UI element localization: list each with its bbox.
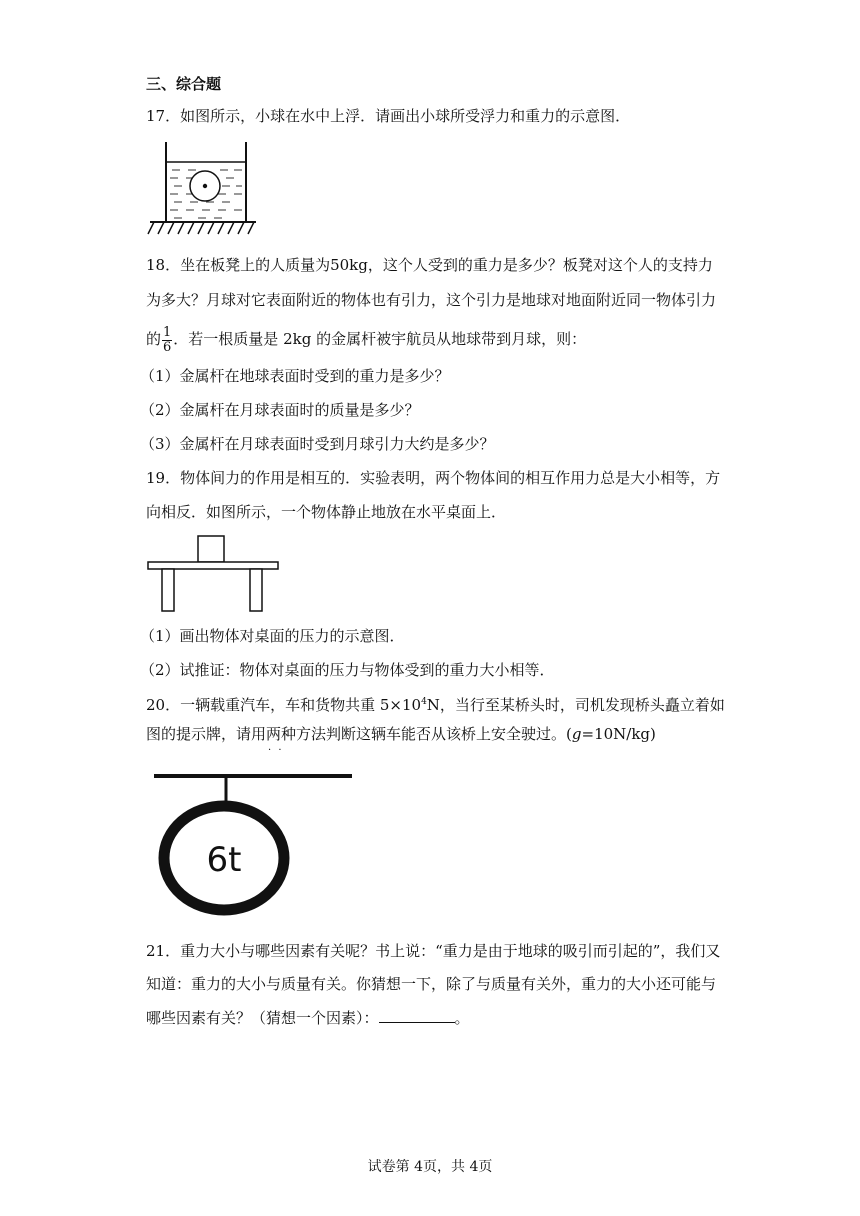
question-19-line-1: 19．物体间力的作用是相互的．实验表明，两个物体间的相互作用力总是大小相等，方 bbox=[146, 469, 721, 487]
q20-line2-c: =10N/kg) bbox=[581, 725, 656, 743]
q20-line1-b: N，当行至某桥头时，司机发现桥头矗立着如 bbox=[426, 696, 725, 714]
question-21-line-3 bbox=[146, 1008, 470, 1028]
q18-line3-suffix: ．若一根质量是 2kg 的金属杆被宇航员从地球带到月球，则： bbox=[173, 330, 587, 348]
q20-emphasis-two-methods: 两种 · · bbox=[266, 725, 296, 743]
figure-bridge-sign bbox=[150, 770, 356, 916]
question-20-line-1 bbox=[146, 692, 725, 715]
q21-line3-b: 。 bbox=[454, 1009, 470, 1027]
question-19-sub-1: （1）画出物体对桌面的压力的示意图． bbox=[140, 627, 405, 645]
question-21-line-1: 21．重力大小与哪些因素有关呢？书上说：“重力是由于地球的吸引而引起的”，我们又 bbox=[146, 942, 721, 960]
q20-g-symbol: g bbox=[571, 725, 582, 743]
question-21-line-2: 知道：重力的大小与质量有关。你猜想一下，除了与质量有关外，重力的大小还可能与 bbox=[146, 975, 717, 993]
q18-line3-prefix: 的 bbox=[146, 330, 162, 348]
q20-line2-a: 图的提示牌，请用 bbox=[146, 725, 267, 743]
figure-ball-in-water bbox=[146, 138, 270, 240]
question-18-sub-1: （1）金属杆在地球表面时受到的重力是多少？ bbox=[140, 367, 450, 385]
question-18-line-3 bbox=[146, 324, 586, 355]
table-top bbox=[148, 562, 278, 569]
fraction-one-sixth bbox=[162, 326, 172, 355]
table-leg-right bbox=[250, 569, 262, 611]
question-19-sub-2: （2）试推证：物体对桌面的压力与物体受到的重力大小相等． bbox=[140, 661, 555, 679]
section-heading: 三、综合题 bbox=[146, 75, 222, 93]
q20-line2-b: 方法判断这辆车能否从该桥上安全驶过。( bbox=[296, 725, 572, 743]
answer-blank[interactable] bbox=[379, 1008, 455, 1023]
question-18-line-2: 为多大？月球对它表面附近的物体也有引力，这个引力是地球对地面附近同一物体引力 bbox=[146, 291, 717, 309]
question-18-sub-2: （2）金属杆在月球表面时的质量是多少？ bbox=[140, 401, 420, 419]
question-20-line-2 bbox=[146, 724, 656, 744]
figure-block-on-table bbox=[146, 534, 282, 614]
sign-weight-limit: 6t bbox=[206, 840, 242, 880]
question-18-line-1: 18．坐在板凳上的人质量为50kg，这个人受到的重力是多少？板凳对这个人的支持力 bbox=[146, 256, 713, 274]
q21-line3-a: 哪些因素有关？（猜想一个因素）： bbox=[146, 1009, 379, 1027]
question-19-line-2: 向相反．如图所示，一个物体静止地放在水平桌面上． bbox=[146, 503, 507, 521]
block bbox=[198, 536, 224, 562]
fraction-numerator: 1 bbox=[163, 324, 172, 340]
table-leg-left bbox=[162, 569, 174, 611]
q20-line1-a: 20．一辆载重汽车，车和货物共重 5×10 bbox=[146, 696, 422, 714]
ground-hatching bbox=[148, 222, 254, 234]
question-18-sub-3: （3）金属杆在月球表面时受到月球引力大约是多少？ bbox=[140, 435, 495, 453]
fraction-denominator: 6 bbox=[163, 339, 172, 355]
page-footer: 试卷第 4页，共 4页 bbox=[367, 1159, 493, 1175]
ball-center-dot bbox=[203, 184, 207, 188]
question-17-text: 17．如图所示，小球在水中上浮．请画出小球所受浮力和重力的示意图． bbox=[146, 107, 631, 125]
q20-exponent: 4 bbox=[421, 697, 427, 707]
